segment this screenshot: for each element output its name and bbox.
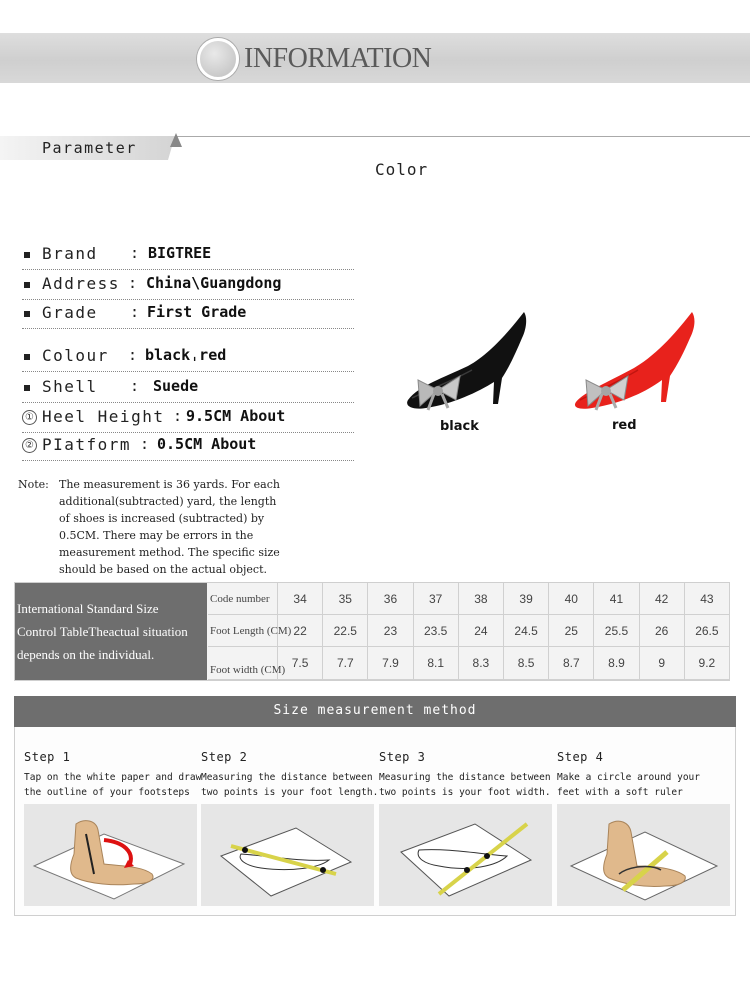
bullet-icon	[24, 385, 30, 391]
spec-key: Heel Height	[42, 407, 165, 426]
spec-row-grade	[22, 303, 354, 329]
foot-circle-ruler-image	[557, 804, 730, 906]
color-label: Color	[375, 160, 429, 179]
method-title: Size measurement method	[273, 703, 477, 718]
size-cell-foot-width: 7.9	[368, 647, 413, 680]
note-head: Note:	[18, 478, 49, 491]
size-cell-foot-width: 7.7	[323, 647, 368, 680]
step-desc	[201, 770, 377, 800]
parameter-tab-tip-icon	[170, 133, 182, 147]
size-cell-foot-length: 25.5	[594, 615, 639, 647]
size-cell-code-number: 38	[459, 583, 504, 615]
size-cell-foot-length: 24	[459, 615, 504, 647]
step-label: Step 2	[201, 750, 248, 764]
step-label: Step 4	[557, 750, 604, 764]
size-cell-foot-width: 9.2	[685, 647, 730, 680]
step-desc-line: two points is your foot length.	[201, 787, 379, 798]
foot-outline-drawing-image	[24, 804, 197, 906]
size-table-intro	[17, 597, 207, 666]
size-cell-foot-width: 8.9	[594, 647, 639, 680]
spec-value: BIGTREE	[148, 244, 212, 262]
step-desc-line: feet with a soft ruler	[557, 787, 683, 798]
size-row-label-foot-length: Foot Length (CM)	[208, 615, 278, 647]
step-desc	[379, 770, 555, 800]
spec-value: China\Guangdong	[146, 274, 282, 292]
size-cell-code-number: 41	[594, 583, 639, 615]
size-cell-code-number: 39	[504, 583, 549, 615]
foot-width-measure-image	[379, 804, 552, 906]
size-cell-code-number: 37	[414, 583, 459, 615]
spec-separator: :	[130, 377, 140, 395]
spec-value: blackˌred	[145, 346, 227, 364]
black-pump-shoe-image	[398, 308, 530, 414]
note-body	[59, 476, 349, 578]
spec-value: Suede	[153, 377, 199, 395]
size-cell-foot-length: 26	[640, 615, 685, 647]
bullet-icon	[24, 282, 30, 288]
note-line: additional(subtracted) yard, the length	[59, 495, 277, 508]
size-cell-foot-width: 8.1	[414, 647, 459, 680]
note-line: should be based on the actual object.	[59, 563, 268, 576]
note-line: measurement method. The specific size	[59, 546, 280, 559]
spec-row-brand	[22, 244, 354, 270]
spec-separator: :	[128, 274, 138, 292]
size-cell-code-number: 35	[323, 583, 368, 615]
size-intro-line: Control TableTheactual situation	[17, 624, 188, 639]
step-label: Step 3	[379, 750, 426, 764]
spec-value: 0.5CM About	[157, 435, 257, 453]
spec-row-platform	[22, 435, 354, 461]
step-desc-line: Measuring the distance between	[379, 772, 551, 783]
size-cell-foot-width: 9	[640, 647, 685, 680]
size-cell-foot-length: 22	[278, 615, 323, 647]
size-table	[14, 582, 730, 681]
spec-separator: :	[173, 407, 183, 425]
parameter-label: Parameter	[42, 139, 137, 157]
circle-emblem-icon	[197, 38, 239, 80]
size-cell-foot-length: 22.5	[323, 615, 368, 647]
spec-separator: :	[130, 303, 140, 321]
size-intro-line: International Standard Size	[17, 601, 159, 616]
size-cell-code-number: 36	[368, 583, 413, 615]
spec-key: Colour	[42, 346, 109, 365]
bullet-icon	[24, 311, 30, 317]
shoe-label-red: red	[612, 418, 637, 433]
shoe-label-black: black	[440, 419, 479, 434]
size-intro-line: depends on the individual.	[17, 647, 155, 662]
spec-key: Grade	[42, 303, 98, 322]
circled-two-icon: ②	[22, 438, 37, 453]
size-cell-code-number: 40	[549, 583, 594, 615]
step-desc-line: the outline of your footsteps	[24, 787, 190, 798]
red-pump-shoe-image	[568, 306, 700, 412]
size-cell-foot-width: 8.3	[459, 647, 504, 680]
size-row-label-foot-width: Foot width (CM)	[208, 647, 278, 680]
foot-length-measure-image	[201, 804, 374, 906]
spec-row-heel-height	[22, 407, 354, 433]
size-cell-code-number: 43	[685, 583, 730, 615]
information-title: INFORMATION	[244, 43, 432, 74]
size-row-label-code-number: Code number	[208, 583, 278, 615]
spec-key: PIatform	[42, 435, 132, 454]
step-desc	[24, 770, 200, 800]
note-line: The measurement is 36 yards. For each	[59, 478, 280, 491]
step-desc-line: two points is your foot width.	[379, 787, 551, 798]
spec-key: Address	[42, 274, 120, 293]
size-cell-code-number: 42	[640, 583, 685, 615]
spec-separator: :	[128, 346, 138, 364]
step-desc	[557, 770, 733, 800]
step-desc-line: Measuring the distance between	[201, 772, 373, 783]
circled-one-icon: ①	[22, 410, 37, 425]
size-cell-foot-length: 25	[549, 615, 594, 647]
step-label: Step 1	[24, 750, 71, 764]
spec-row-colour	[22, 346, 354, 372]
spec-separator: :	[130, 244, 140, 262]
size-cell-foot-length: 24.5	[504, 615, 549, 647]
note-line: 0.5CM. There may be errors in the	[59, 529, 254, 542]
step-desc-line: Make a circle around your	[557, 772, 700, 783]
spec-row-shell	[22, 377, 354, 403]
size-cell-code-number: 34	[278, 583, 323, 615]
size-cell-foot-width: 8.7	[549, 647, 594, 680]
spec-value: First Grade	[147, 303, 247, 321]
size-cell-foot-length: 23	[368, 615, 413, 647]
step-desc-line: Tap on the white paper and draw	[24, 772, 202, 783]
bullet-icon	[24, 252, 30, 258]
size-cell-foot-length: 23.5	[414, 615, 459, 647]
size-cell-foot-width: 7.5	[278, 647, 323, 680]
spec-value: 9.5CM About	[186, 407, 286, 425]
spec-separator: :	[140, 435, 150, 453]
bullet-icon	[24, 354, 30, 360]
size-cell-foot-length: 26.5	[685, 615, 730, 647]
size-cell-foot-width: 8.5	[504, 647, 549, 680]
note-line: of shoes is increased (subtracted) by	[59, 512, 265, 525]
spec-key: Brand	[42, 244, 98, 263]
spec-key: Shell	[42, 377, 98, 396]
spec-row-address	[22, 274, 354, 300]
